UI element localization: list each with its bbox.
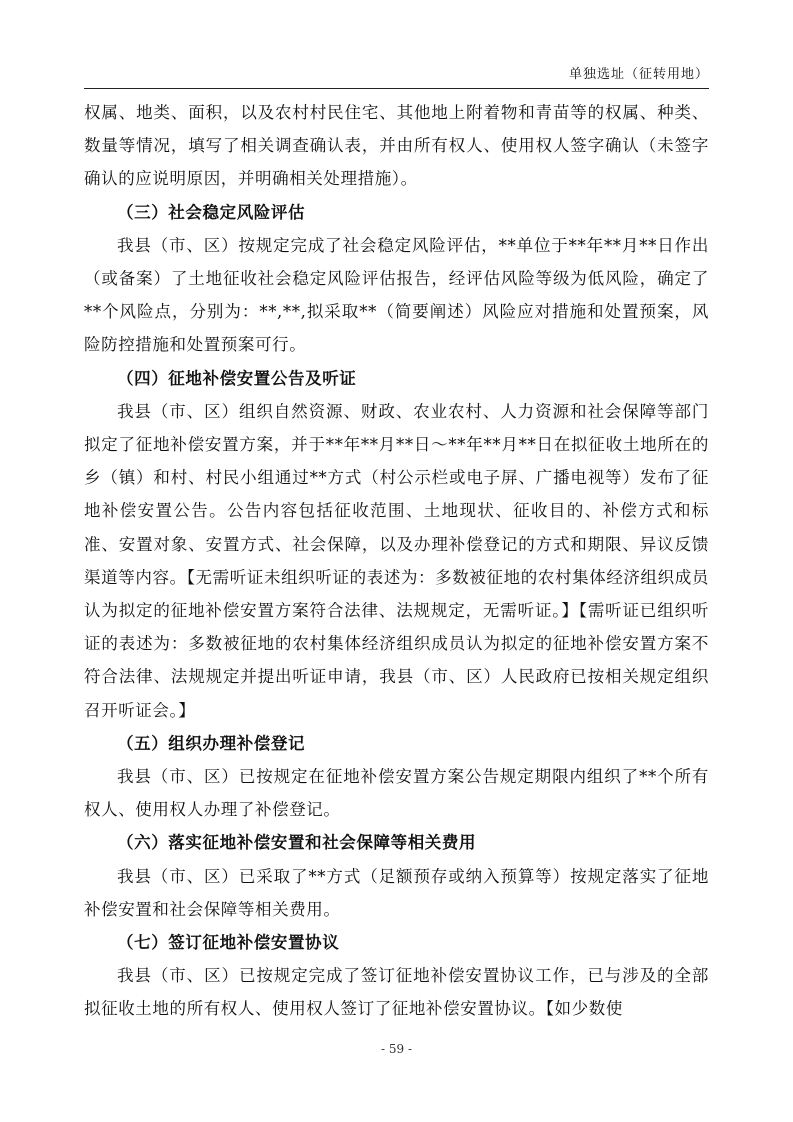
paragraph-1: 权属、地类、面积，以及农村村民住宅、其他地上附着物和青苗等的权属、种类、数量等情况，填写了相关调查确认表，并由所有权人、使用权人签字确认（未签字确认的应说明原因，并明确相关处理措施）。	[84, 103, 709, 189]
paragraph-3: 我县（市、区）组织自然资源、财政、农业农村、人力资源和社会保障等部门拟定了征地补偿安置方案，并于**年**月**日～**年**月**日在拟征收土地所在的乡（镇）和村、村民小组通过**方式（村公示栏或电子屏、广播电视等）发布了征地补偿安置公告。公告内容包括征收范围、土地现状、征收目的、补偿方式和标准、安置对象、安置方式、社会保障，以及办理补偿登记的方式和期限、异议反馈渠道等内容。【无需听证未组织听证的表述为：多数被征地的农村集体经济组织成员认为拟定的征地补偿安置方案符合法律、法规规定，无需听证。】【需听证已组织听证的表述为：多数被征地的农村集体经济组织成员认为拟定的征地补偿安置方案不符合法律、法规规定并提出听证申请，我县（市、区）人民政府已按相关规定组织召开听证会。】	[84, 401, 709, 720]
section-heading-7: （七）签订征地补偿安置协议	[117, 933, 340, 953]
paragraph-6: 我县（市、区）已按规定完成了签订征地补偿安置协议工作，已与涉及的全部拟征收土地的所有权人、使用权人签订了征地补偿安置协议。【如少数使	[84, 966, 709, 1019]
section-heading-3: （三）社会稳定风险评估	[117, 202, 306, 222]
section-heading-5: （五）组织办理补偿登记	[117, 733, 306, 753]
document-body	[84, 96, 709, 1026]
paragraph-5: 我县（市、区）已采取了**方式（足额预存或纳入预算等）按规定落实了征地补偿安置和社会保障等相关费用。	[84, 866, 709, 919]
paragraph-2: 我县（市、区）按规定完成了社会稳定风险评估，**单位于**年**月**日作出（或备案）了土地征收社会稳定风险评估报告，经评估风险等级为低风险，确定了**个风险点，分别为：**,**,拟采取**（简要阐述）风险应对措施和处置预案，风险防控措施和处置预案可行。	[84, 235, 709, 355]
running-header	[84, 64, 709, 89]
section-heading-4: （四）征地补偿安置公告及听证	[117, 368, 357, 388]
header-title: 单独选址（征转用地）	[568, 67, 709, 82]
section-heading-6: （六）落实征地补偿安置和社会保障等相关费用	[117, 833, 477, 853]
page-number: - 59 -	[380, 1042, 412, 1056]
paragraph-4: 我县（市、区）已按规定在征地补偿安置方案公告规定期限内组织了**个所有权人、使用权人办理了补偿登记。	[84, 767, 709, 820]
